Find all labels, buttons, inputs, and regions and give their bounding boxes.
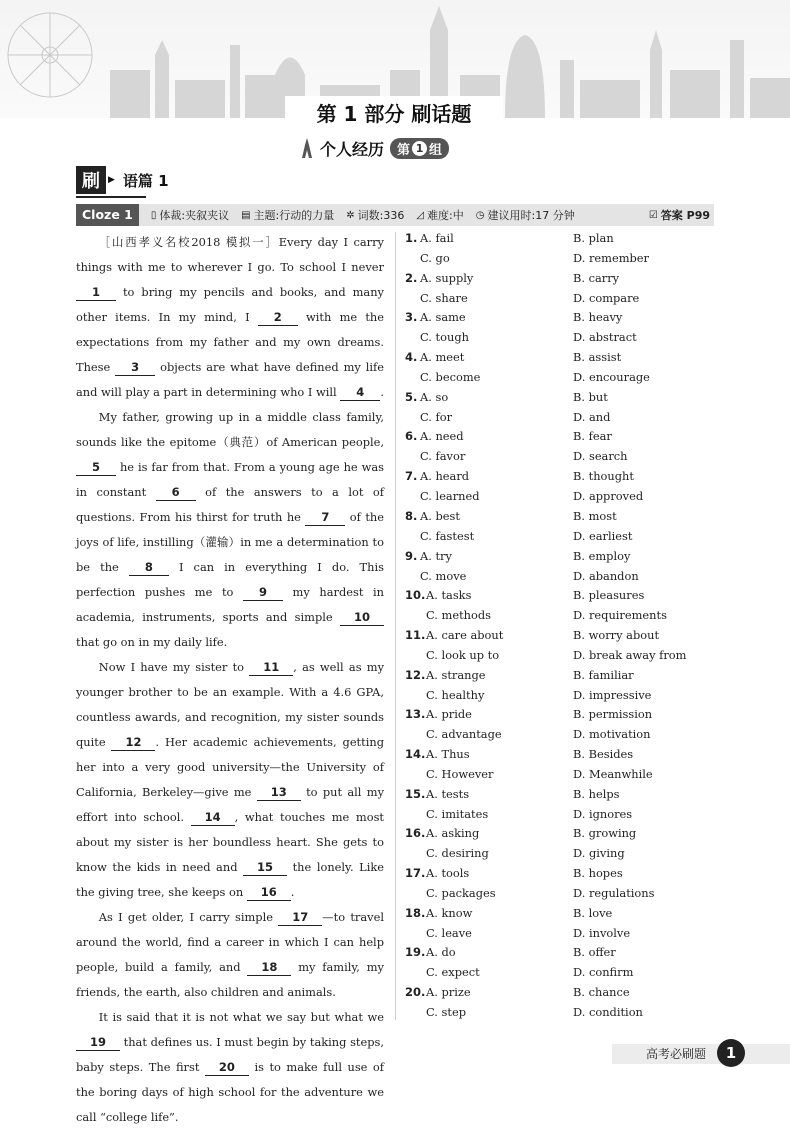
question-number: 19. [405,945,426,960]
option-b: B. hopes [573,866,623,880]
passage-text: , what touches me most about my sister is her boundless heart. She gets to know the kids in need and [76,810,384,874]
passage-text: ［山西孝义名校2018 模拟一］Every day I carry things with me to wherever I go. To school I never [76,235,384,274]
option-a: A. fail [420,231,454,245]
chart-icon: ◿ [416,209,425,221]
passage-text: he is far from that. From a young age he was in constant [76,460,384,499]
option-b: B. heavy [573,310,623,325]
question-number: 1. [405,231,418,245]
passage-text: . [290,885,295,899]
question-number: 2. [405,270,418,285]
blank-number: 10 [340,610,384,626]
option-d: D. confirm [573,965,634,980]
option-b: B. helps [573,786,620,801]
option-c: C. methods [426,608,492,623]
option-c: C. move [420,568,467,583]
passage-text: —to travel around the world, find a career in which I can help people, build a family, and [76,910,384,974]
blank-number: 8 [129,560,169,576]
question-row [405,548,715,588]
section-underline [76,196,146,198]
option-b: B. familiar [573,667,634,682]
option-c: C. share [420,290,468,305]
option-c: C. expect [426,965,480,980]
passage-text: Now I have my sister to [98,660,250,674]
question-row [405,825,715,865]
passage-text: my family, my friends, the earth, also children and animals. [76,960,384,999]
play-triangle-icon: ▶ [108,175,115,185]
question-row [405,230,715,270]
question-number: 7. [405,469,418,484]
passage-paragraph [76,655,384,905]
passage-text: with me the expectations from my father and my own dreams. These [76,310,384,374]
section-label: 语篇 1 [122,171,169,190]
passage-text: the lonely. Like the giving tree, she keeps on [76,860,384,899]
question-number: 15. [405,786,426,801]
option-b: B. offer [573,945,616,960]
option-a: A. strange [426,667,486,682]
option-d: D. regulations [573,886,655,900]
question-number: 12. [405,667,426,682]
option-b: B. chance [573,985,630,1000]
tower-icon [300,138,314,158]
section-heading [76,166,169,194]
option-d: D. abandon [573,568,639,583]
column-divider [395,232,396,1020]
question-row [405,309,715,349]
question-number: 17. [405,866,426,880]
option-c: C. imitates [426,806,489,821]
blank-number: 15 [243,860,287,876]
option-d: D. requirements [573,608,667,623]
passage-text: of the joys of life, instilling（灌输）in me a determination to be the [76,510,384,574]
option-c: C. look up to [426,647,500,662]
option-a: A. asking [426,826,480,841]
question-number: 8. [405,508,418,523]
blank-number: 16 [247,885,291,901]
option-b: B. permission [573,707,653,722]
passage-paragraph [76,1005,384,1130]
option-a: A. meet [420,350,465,365]
option-d: D. motivation [573,727,651,742]
option-b: B. pleasures [573,588,645,603]
option-c: C. leave [426,925,472,940]
blank-number: 9 [243,585,283,601]
answer-text: 答案 P99 [660,209,710,222]
option-a: A. prize [426,985,471,1000]
option-a: A. tools [426,866,470,880]
option-b: B. thought [573,469,634,484]
question-number: 9. [405,548,418,563]
question-row [405,389,715,429]
option-c: C. advantage [426,727,502,742]
option-a: A. care about [426,627,504,642]
question-number: 6. [405,429,418,444]
passage-text: . [380,385,384,399]
option-d: D. break away from [573,647,687,662]
question-number: 10. [405,588,426,603]
option-a: A. heard [420,469,470,484]
blank-number: 19 [76,1035,120,1051]
option-c: C. favor [420,449,466,464]
passage-text: . Her academic achievements, getting her into a very good university—the University of California, Berkeley—give me [76,735,384,799]
gear-icon: ✲ [346,209,355,221]
words-text: 词数:336 [357,209,405,222]
topic-title: 个人经历 [320,139,385,159]
time-info [476,207,575,223]
option-d: D. earliest [573,528,633,543]
passage-text: to put all my effort into school. [76,785,384,824]
list-icon: ▤ [241,209,251,221]
passage-text: My father, growing up in a middle class family, sounds like the epitome（典范）of American people, [76,410,384,449]
option-d: D. giving [573,846,625,861]
blank-number: 3 [115,360,155,376]
words-info [346,207,404,223]
option-b: B. but [573,389,608,404]
option-c: C. step [426,1005,467,1020]
option-a: A. do [426,945,456,960]
blank-number: 1 [76,285,116,301]
question-row [405,944,715,984]
option-c: C. become [420,370,481,385]
genre-info [151,207,229,223]
blank-number: 20 [205,1060,249,1076]
option-c: C. packages [426,886,496,900]
cloze-tag: Cloze 1 [76,204,139,226]
passage-text: objects are what have defined my life and will play a part in determining who I will [76,360,384,399]
question-row [405,746,715,786]
cloze-info-bar [76,204,714,226]
topic-subtitle [300,136,449,160]
group-prefix: 第 [397,142,411,158]
passage-text: of the answers to a lot of questions. From his thirst for truth he [76,485,384,524]
question-number: 14. [405,746,426,761]
question-row [405,667,715,707]
question-row [405,865,715,905]
option-a: A. need [420,429,464,444]
option-c: C. tough [420,330,469,345]
option-b: B. most [573,508,617,523]
passage-text: As I get older, I carry simple [98,910,279,924]
question-row [405,786,715,826]
option-d: D. Meanwhile [573,766,653,781]
checkbox-icon: ☑ [648,209,658,221]
passage-text: that go on in my daily life. [76,635,228,649]
option-b: B. Besides [573,746,634,761]
question-row [405,706,715,746]
blank-number: 4 [340,385,380,401]
passage-text: my hardest in academia, instruments, sports and simple [76,585,384,624]
question-row [405,428,715,468]
option-d: D. involve [573,925,631,940]
question-row [405,270,715,310]
question-number: 5. [405,389,418,404]
option-d: D. and [573,409,611,424]
option-c: C. healthy [426,687,485,702]
question-number: 16. [405,826,426,841]
option-b: B. worry about [573,627,660,642]
group-number: 1 [412,141,427,156]
option-a: A. so [420,389,449,404]
option-b: B. plan [573,231,614,245]
document-icon: ▯ [150,209,157,221]
question-number: 3. [405,310,418,325]
genre-text: 体裁:夹叙夹议 [159,209,230,222]
difficulty-info [416,207,463,223]
question-number: 4. [405,350,418,365]
blank-number: 6 [156,485,196,501]
blank-number: 13 [257,785,301,801]
time-text: 建议用时:17 分钟 [487,209,575,222]
theme-info [241,207,334,223]
option-b: B. growing [573,826,637,841]
option-b: B. employ [573,548,631,563]
options-list [405,230,715,1024]
page-number: 1 [717,1039,745,1067]
blank-number: 12 [111,735,155,751]
blank-number: 2 [258,310,298,326]
question-row [405,984,715,1024]
option-d: D. remember [573,251,649,265]
blank-number: 11 [249,660,293,676]
passage-paragraph [76,905,384,1005]
passage-text: I can in everything I do. This perfection pushes me to [76,560,384,599]
option-b: B. fear [573,429,612,444]
option-b: B. assist [573,350,622,365]
blank-number: 7 [305,510,345,526]
blank-number: 18 [247,960,291,976]
part-title: 第 1 部分 刷话题 [285,96,503,132]
option-d: D. encourage [573,370,650,385]
shua-badge: 刷 [76,166,106,194]
passage-text: that defines us. I must begin by taking steps, baby steps. The first [76,1035,384,1074]
difficulty-text: 难度:中 [427,209,464,222]
book-title: 高考必刷题 [646,1047,707,1061]
option-d: D. ignores [573,806,633,821]
question-row [405,349,715,389]
passage-text: It is said that it is not what we say but what we [98,1010,384,1024]
option-b: B. carry [573,270,620,285]
passage-text: is to make full use of the boring days of high school for the adventure we call “college life”. [76,1060,385,1124]
group-suffix: 组 [429,142,443,158]
option-c: C. for [420,409,453,424]
blank-number: 17 [278,910,322,926]
cloze-passage [76,230,384,1130]
passage-paragraph [76,405,384,655]
question-row [405,587,715,627]
option-c: C. go [420,251,450,265]
option-b: B. love [573,905,613,920]
option-a: A. try [420,548,452,563]
question-row [405,905,715,945]
option-d: D. search [573,449,628,464]
option-d: D. approved [573,489,644,504]
option-a: A. know [426,905,473,920]
passage-paragraph [76,230,384,405]
option-d: D. abstract [573,330,637,345]
question-number: 13. [405,707,426,722]
question-row [405,627,715,667]
group-badge [390,138,449,159]
option-a: A. best [420,508,460,523]
option-d: D. compare [573,290,640,305]
question-number: 11. [405,627,426,642]
answer-info [649,207,710,223]
blank-number: 14 [191,810,235,826]
option-a: A. tests [426,786,470,801]
question-row [405,468,715,508]
option-c: C. desiring [426,846,489,861]
option-a: A. same [420,310,466,325]
passage-text: , as well as my younger brother to be an example. With a 4.6 GPA, countless awards, and recognition, my sister sounds quite [76,660,384,749]
question-number: 20. [405,985,426,1000]
theme-text: 主题:行动的力量 [253,209,335,222]
option-a: A. pride [426,707,472,722]
passage-text: to bring my pencils and books, and many other items. In my mind, I [76,285,384,324]
option-c: C. However [426,766,494,781]
question-row [405,508,715,548]
option-c: C. fastest [420,528,475,543]
question-number: 18. [405,905,426,920]
option-a: A. supply [420,270,474,285]
option-a: A. Thus [426,746,470,761]
option-c: C. learned [420,489,480,504]
clock-icon: ◷ [475,209,485,221]
blank-number: 5 [76,460,116,476]
option-d: D. condition [573,1005,643,1020]
option-a: A. tasks [426,588,472,603]
option-d: D. impressive [573,687,652,702]
